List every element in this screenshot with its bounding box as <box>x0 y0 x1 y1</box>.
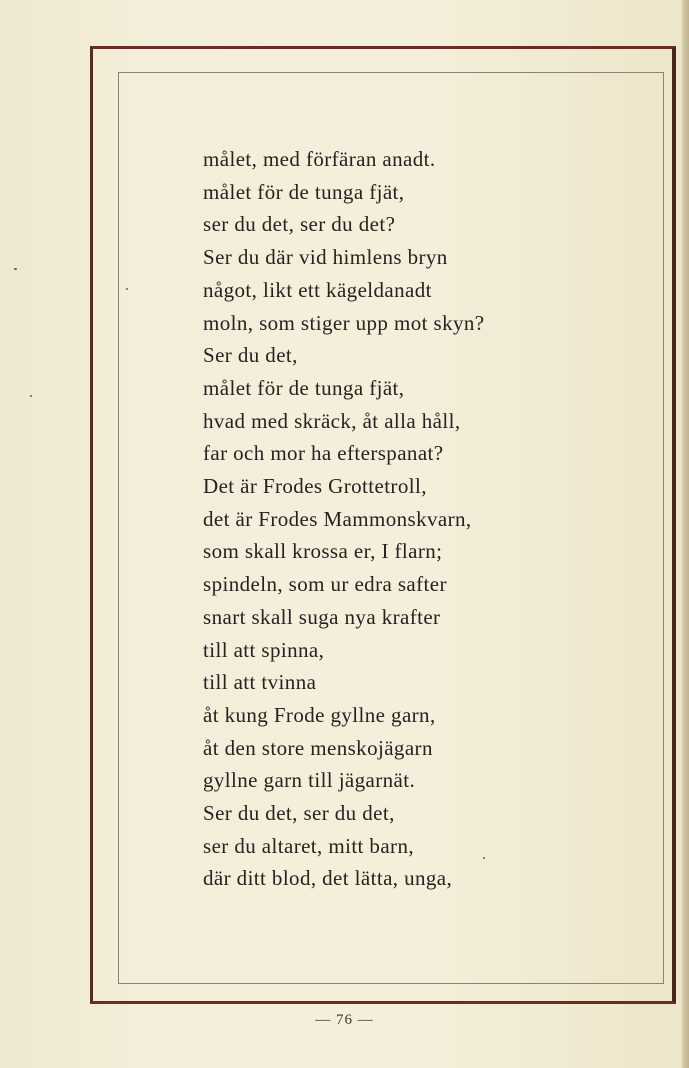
poem-line: ser du det, ser du det? <box>203 212 396 237</box>
poem-line: åt kung Frode gyllne garn, <box>203 702 436 727</box>
poem-line: Det är Frodes Grottetroll, <box>203 474 427 499</box>
poem-line: det är Frodes Mammonskvarn, <box>203 506 472 531</box>
poem-line: där ditt blod, det lätta, unga, <box>203 866 453 891</box>
poem-line: Ser du det, ser du det, <box>203 801 395 826</box>
poem-line: som skall krossa er, I flarn; <box>203 539 443 564</box>
poem-line: målet för de tunga fjät, <box>203 179 405 204</box>
poem-line: något, likt ett kägeldanadt <box>203 277 432 302</box>
page-edge-shadow <box>682 0 689 1068</box>
paper-speck <box>14 268 17 270</box>
poem-text-block <box>203 143 653 895</box>
page-number: — 76 — <box>315 1012 374 1028</box>
poem-line: målet för de tunga fjät, <box>203 375 405 400</box>
poem-line: åt den store menskojägarn <box>203 735 433 760</box>
poem-line: Ser du det, <box>203 343 298 368</box>
poem-line: hvad med skräck, åt alla håll, <box>203 408 461 433</box>
poem-line: snart skall suga nya krafter <box>203 604 441 629</box>
poem-line: ser du altaret, mitt barn, <box>203 833 414 858</box>
paper-speck <box>126 288 128 290</box>
poem-line: Ser du där vid himlens bryn <box>203 245 448 270</box>
poem-line: gyllne garn till jägarnät. <box>203 768 416 793</box>
poem-line: far och mor ha efterspanat? <box>203 441 444 466</box>
poem-line: målet, med förfäran anadt. <box>203 147 436 171</box>
poem-line: spindeln, som ur edra safter <box>203 572 447 597</box>
paper-speck <box>30 395 32 397</box>
poem-line: moln, som stiger upp mot skyn? <box>203 310 485 335</box>
poem-line: till att spinna, <box>203 637 325 662</box>
paper-speck <box>483 857 485 859</box>
poem-line: till att tvinna <box>203 670 317 695</box>
